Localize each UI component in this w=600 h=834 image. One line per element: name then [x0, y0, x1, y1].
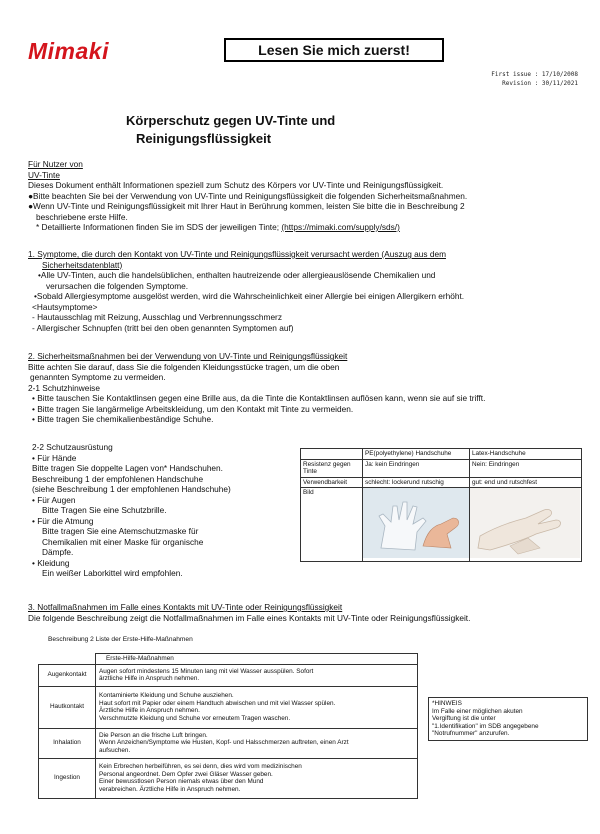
- hint-box: [428, 697, 588, 741]
- equipment-line: Bitte Tragen Sie eine Schutzbrille.: [42, 505, 167, 515]
- hint-line: Vergiftung ist die unter: [432, 715, 496, 723]
- pe-glove-image: [363, 488, 469, 558]
- table-cell: gut: end und rutschfest: [470, 477, 582, 488]
- section-3-heading: 3. Notfallmaßnahmen im Falle eines Kontakts mit UV-Tinte oder Reinigungsflüssigkeit: [28, 602, 343, 612]
- table-row: [301, 488, 582, 562]
- glove-comparison-table: [300, 448, 582, 562]
- section-2-intro: genannten Symptome zu vermeiden.: [30, 372, 166, 382]
- table-row: [301, 459, 582, 477]
- equipment-line: Bitte tragen Sie eine Atemschutzmaske für: [42, 526, 199, 536]
- first-aid-label: Hautkontakt: [39, 686, 96, 728]
- first-aid-text: Kein Erbrechen herbeiführen, es sei denn, dies wird vom medizinischen Personal angeordnet. Dem Opfer zwei Gläser Wasser geben. Einer bewusstlosen Person niemals etwas über den Mund verabreichen. Ärztliche Hilfe in Anspruch nehmen.: [96, 758, 418, 798]
- sub-2-block: [28, 442, 231, 579]
- hint-line: "1.Identifikation" im SDB angegebene: [432, 722, 539, 730]
- section-3-intro: Die folgende Beschreibung zeigt die Notfallmaßnahmen im Falle eines Kontakts mit UV-Tinte oder Reinigungsflüssigkeit.: [28, 612, 471, 623]
- first-aid-label: Ingestion: [39, 758, 96, 798]
- first-aid-caption: Beschreibung 2 Liste der Erste-Hilfe-Maßnahmen: [48, 636, 193, 643]
- equipment-line: • Für Hände: [32, 452, 77, 463]
- table-cell: Ja: kein Eindringen: [363, 459, 470, 477]
- revision-date: Revision : 30/11/2021: [502, 80, 578, 87]
- audience-line-1: Für Nutzer von: [28, 159, 83, 169]
- pe-glove-image-cell: [363, 488, 470, 562]
- equipment-line: Beschreibung 1 der empfohlenen Handschuhe: [32, 473, 204, 484]
- intro-block: [28, 159, 467, 233]
- table-row: [39, 758, 418, 798]
- first-aid-text: Augen sofort mindestens 15 Minuten lang mit viel Wasser ausspülen. Sofort ärztliche Hilfe in Anspruch nehmen.: [96, 664, 418, 686]
- symptom-line: •Alle UV-Tinten, auch die handelsüblichen, enthalten hautreizende oder allergieauslösende Chemikalien und: [38, 270, 436, 280]
- symptom-line: <Hautsymptome>: [32, 301, 98, 312]
- equipment-line: Dämpfe.: [42, 547, 74, 557]
- latex-glove-image-cell: [470, 488, 582, 562]
- section-1-heading: 1. Symptome, die durch den Kontakt von UV-Tinte und Reinigungsflüssigkeit verursacht werden (Auszug aus dem: [28, 249, 446, 259]
- symptom-line: - Allergischer Schnupfen (tritt bei den oben genannten Symptomen auf): [32, 322, 294, 333]
- protection-note: • Bitte tauschen Sie Kontaktlinsen gegen eine Brille aus, da die Tinte die Kontaktlinsen auflösen kann, wenn sie auf sie trifft.: [32, 393, 486, 403]
- equipment-line: • Kleidung: [32, 557, 70, 568]
- table-header-cell: PE(polyethylene) Handschuhe: [363, 449, 470, 460]
- title-line-2: Reinigungsflüssigkeit: [136, 131, 272, 146]
- row-label: Resistenz gegen Tinte: [301, 459, 363, 477]
- latex-glove-image: [470, 488, 580, 558]
- equipment-line: Ein weißer Laborkittel wird empfohlen.: [42, 568, 183, 578]
- table-cell: Nein: Eindringen: [470, 459, 582, 477]
- first-aid-text: Kontaminierte Kleidung und Schuhe ausziehen. Haut sofort mit Papier oder einem Handtuch abwischen und mit viel Wasser spülen. Ärztliche Hilfe in Anspruch nehmen. Verschmutzte Kleidung und Schuhe vor erneutem Tragen waschen.: [96, 686, 418, 728]
- section-1-heading-cont: Sicherheitsdatenblatt): [42, 259, 123, 270]
- equipment-line: • Für Augen: [32, 494, 76, 505]
- hint-line: *HINWEIS: [432, 700, 462, 707]
- table-header-row: [301, 449, 582, 460]
- table-row: [39, 664, 418, 686]
- equipment-line: Bitte tragen Sie doppelte Lagen von* Handschuhen.: [32, 463, 223, 473]
- read-me-first-box: Lesen Sie mich zuerst!: [224, 38, 444, 62]
- section-1: [28, 249, 464, 333]
- symptom-line: •Sobald Allergiesymptome ausgelöst werden, wird die Wahrscheinlichkeit einer Allergie bei einigen Allergikern erhöht.: [34, 291, 465, 301]
- intro-line: ●Bitte beachten Sie bei der Verwendung von UV-Tinte und Reinigungsflüssigkeit die folgenden Sicherheitsmaßnahmen.: [28, 190, 468, 201]
- table-row: [39, 686, 418, 728]
- equipment-line: (siehe Beschreibung 1 der empfohlenen Handschuhe): [32, 484, 231, 494]
- mimaki-logo: Mimaki: [28, 38, 109, 64]
- symptom-line: verursachen die folgenden Symptome.: [46, 280, 189, 291]
- hint-line: Im Falle einer möglichen akuten: [432, 707, 523, 715]
- first-issue-date: First issue : 17/10/2008: [491, 71, 578, 78]
- table-row: [301, 477, 582, 488]
- audience-line-2: UV-Tinte: [28, 169, 60, 180]
- protection-note: • Bitte tragen Sie chemikalienbeständige Schuhe.: [32, 414, 214, 424]
- title-line-1: Körperschutz gegen UV-Tinte und: [126, 113, 336, 128]
- protection-note: • Bitte tragen Sie langärmelige Arbeitskleidung, um den Kontakt mit Tinte zu vermeiden.: [32, 403, 354, 414]
- table-cell: schlecht: lockerund rutschig: [363, 477, 470, 488]
- sub-2-title: 2-2 Schutzausrüstung: [32, 442, 113, 452]
- intro-line: ●Wenn UV-Tinte und Reinigungsflüssigkeit mit Ihrer Haut in Berührung kommen, leisten Sie bitte die in Beschreibung 2: [28, 201, 465, 211]
- first-aid-text: Die Person an die frische Luft bringen. Wenn Anzeichen/Symptome wie Husten, Kopf- und Halsschmerzen auftreten, einen Arzt aufsuchen.: [96, 728, 418, 758]
- section-3: [28, 602, 470, 623]
- equipment-line: Chemikalien mit einer Maske für organische: [42, 536, 204, 547]
- section-2-heading: 2. Sicherheitsmaßnahmen bei der Verwendung von UV-Tinte und Reinigungsflüssigkeit: [28, 351, 348, 361]
- row-label: Bild: [301, 488, 363, 562]
- table-row: [39, 728, 418, 758]
- hint-line: "Notrufnummer" anzurufen.: [432, 730, 510, 738]
- table-header-cell: Latex-Handschuhe: [470, 449, 582, 460]
- symptom-line: - Hautausschlag mit Reizung, Ausschlag und Verbrennungsschmerz: [32, 312, 282, 322]
- equipment-line: • Für die Atmung: [32, 515, 94, 526]
- page-title: [126, 112, 335, 148]
- first-aid-header-row: [39, 654, 418, 665]
- intro-line: Dieses Dokument enthält Informationen speziell zum Schutz des Körpers vor UV-Tinte und Reinigungsflüssigkeit.: [28, 180, 444, 190]
- intro-line: * Detaillierte Informationen finden Sie im SDS der jeweiligen Tinte; (https://mimaki.com/supply/sds/): [36, 222, 400, 232]
- first-aid-header: Erste-Hilfe-Maßnahmen: [96, 654, 418, 665]
- section-2: [28, 351, 485, 425]
- table-header-cell: [301, 449, 363, 460]
- row-label: Verwendbarkeit: [301, 477, 363, 488]
- sub-1-title: 2-1 Schutzhinweise: [28, 382, 100, 393]
- section-2-intro: Bitte achten Sie darauf, dass Sie die folgenden Kleidungsstücke tragen, um die oben: [28, 361, 340, 372]
- sds-link[interactable]: (https://mimaki.com/supply/sds/): [281, 222, 400, 232]
- first-aid-label: Inhalation: [39, 728, 96, 758]
- first-aid-label: Augenkontakt: [39, 664, 96, 686]
- intro-line: beschriebene erste Hilfe.: [36, 211, 128, 222]
- first-aid-table: [38, 653, 418, 799]
